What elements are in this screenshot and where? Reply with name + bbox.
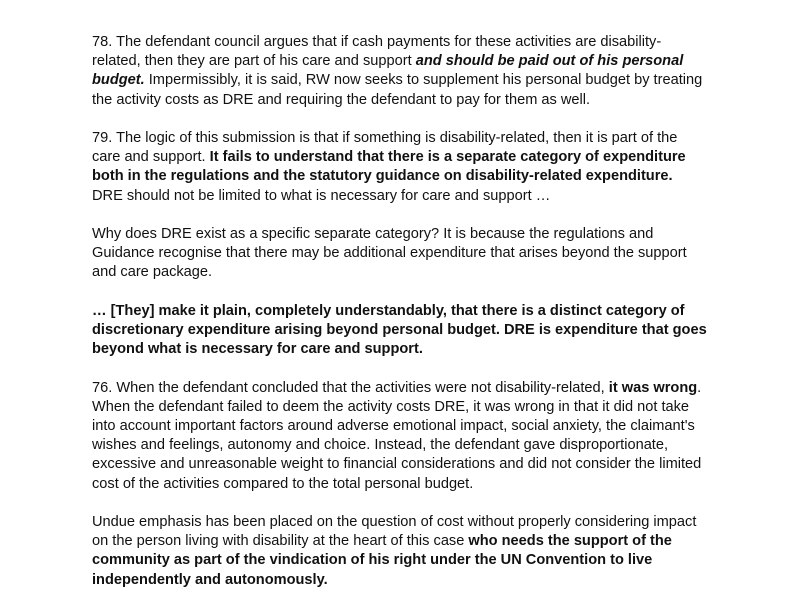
paragraph-distinct-category [92,302,707,360]
text-segment-bold: who needs the support of the community as part of the vindication of his right under the UN Convention to live independently and autonomously. [92,533,672,588]
text-segment: DRE should not be limited to what is necessary for care and support … [92,187,551,204]
paragraph-76 [92,379,707,494]
text-segment-bold: it was wrong [608,379,698,396]
text-segment: 76. When the defendant concluded that the activities were not disability-related, [92,379,609,396]
paragraph-dre-question [92,225,707,283]
paragraph-79 [92,129,707,206]
text-segment: 78. The defendant council argues that if cash payments for these activities are disability-related, then they are part of his care and support [92,34,662,70]
text-segment: . When the defendant failed to deem the activity costs DRE, it was wrong in that it did not take into account important factors around adverse emotional impact, social anxiety, the claimant's wishes and feelings, autonomy and choice. Instead, the defendant gave disproportionate, excessive and unreasonable weight to financial considerations and did not consider the limited cost of the activities compared to the total personal budget. [92,379,702,492]
text-segment-bold-italic: and should be paid out of his personal budget. [92,53,684,89]
text-segment: Why does DRE exist as a specific separate category? It is because the regulations and Guidance recognise that there may be additional expenditure that arises beyond the support and care package. [92,226,687,281]
text-segment-bold: It fails to understand that there is a separate category of expenditure both in the regulations and the statutory guidance on disability-related expenditure. [92,149,686,185]
text-segment-bold: … [They] make it plain, completely understandably, that there is a distinct category of discretionary expenditure arising beyond personal budget. DRE is expenditure that goes beyond what is necessary for care and support. [92,302,707,358]
text-segment: Undue emphasis has been placed on the question of cost without properly considering impact on the person living with disability at the heart of this case [92,514,697,550]
paragraph-undue-emphasis [92,513,707,590]
text-segment: 79. The logic of this submission is that if something is disability-related, then it is part of the care and support. [92,130,678,166]
text-segment: Impermissibly, it is said, RW now seeks to supplement his personal budget by treating the activity costs as DRE and requiring the defendant to pay for them as well. [92,72,703,108]
paragraph-78 [92,33,707,110]
document-body [92,33,707,590]
